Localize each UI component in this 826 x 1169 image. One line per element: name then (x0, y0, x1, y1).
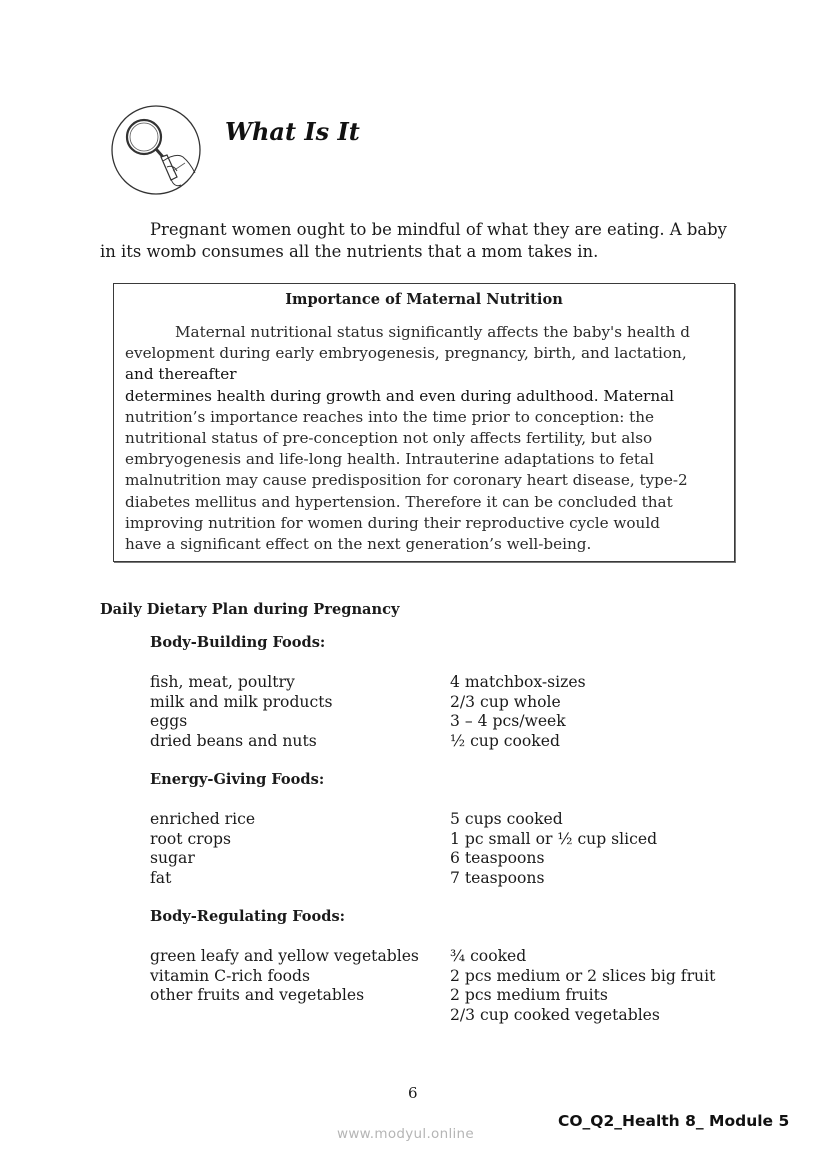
food-name: eggs (150, 712, 188, 731)
food-amount: 3 – 4 pcs/week (450, 712, 566, 731)
group-title-energy-giving: Energy-Giving Foods: (150, 771, 325, 788)
box-line: and thereafter (125, 365, 237, 384)
food-name: sugar (150, 849, 195, 868)
page-number: 6 (408, 1084, 418, 1102)
group-title-body-regulating: Body-Regulating Foods: (150, 908, 346, 925)
food-amount: ¾ cooked (450, 947, 527, 965)
box-line: diabetes mellitus and hypertension. Therefore it can be concluded that (125, 492, 673, 511)
food-amount: 6 teaspoons (450, 849, 545, 868)
box-line: malnutrition may cause predisposition for coronary heart disease, type-2 (125, 471, 688, 490)
food-amount: ½ cup cooked (450, 731, 560, 750)
food-name: other fruits and vegetables (150, 986, 365, 1005)
food-name: fish, meat, poultry (150, 673, 295, 691)
maternal-nutrition-box (113, 283, 735, 562)
section-title: What Is It (225, 117, 360, 146)
watermark: www.modyul.online (337, 1126, 475, 1142)
box-body (125, 322, 690, 555)
food-amount: 2 pcs medium fruits (450, 986, 608, 1005)
food-name: dried beans and nuts (150, 731, 317, 750)
food-amount: 4 matchbox-sizes (450, 673, 586, 691)
food-name: vitamin C-rich foods (150, 966, 311, 985)
food-amount: 5 cups cooked (450, 810, 563, 828)
dietary-plan-title: Daily Dietary Plan during Pregnancy (100, 601, 400, 618)
intro-line: in its womb consumes all the nutrients that a mom takes in. (100, 242, 599, 261)
food-name: fat (150, 868, 172, 887)
box-line: determines health during growth and even during adulthood. Maternal (125, 386, 675, 405)
box-line: improving nutrition for women during their reproductive cycle would (125, 513, 660, 532)
food-name: enriched rice (150, 810, 256, 828)
box-line: nutrition’s importance reaches into the time prior to conception: the (125, 407, 655, 426)
box-line: Maternal nutritional status significantly affects the baby's health d (175, 323, 690, 341)
food-amount: 2 pcs medium or 2 slices big fruit (450, 966, 716, 985)
intro-line: Pregnant women ought to be mindful of what they are eating. A baby (150, 220, 727, 239)
box-title: Importance of Maternal Nutrition (285, 291, 563, 308)
box-line: evelopment during early embryogenesis, pregnancy, birth, and lactation, (125, 344, 687, 363)
food-name: green leafy and yellow vegetables (150, 947, 419, 965)
food-amount: 1 pc small or ½ cup sliced (450, 829, 658, 848)
food-name: root crops (150, 829, 232, 848)
box-line: embryogenesis and life-long health. Intrauterine adaptations to fetal (125, 450, 654, 469)
food-amount: 2/3 cup whole (450, 692, 561, 711)
module-code: CO_Q2_Health 8_ Module 5 (558, 1112, 790, 1130)
box-line: have a significant effect on the next generation’s well-being. (125, 535, 592, 554)
food-amount: 7 teaspoons (450, 868, 545, 887)
box-line: nutritional status of pre-conception not only affects fertility, but also (125, 429, 653, 448)
food-amount: 2/3 cup cooked vegetables (450, 1005, 660, 1024)
intro-paragraph (100, 219, 725, 263)
food-name: milk and milk products (150, 692, 333, 711)
magnifying-glass-icon (111, 105, 201, 195)
group-title-body-building: Body-Building Foods: (150, 634, 326, 651)
